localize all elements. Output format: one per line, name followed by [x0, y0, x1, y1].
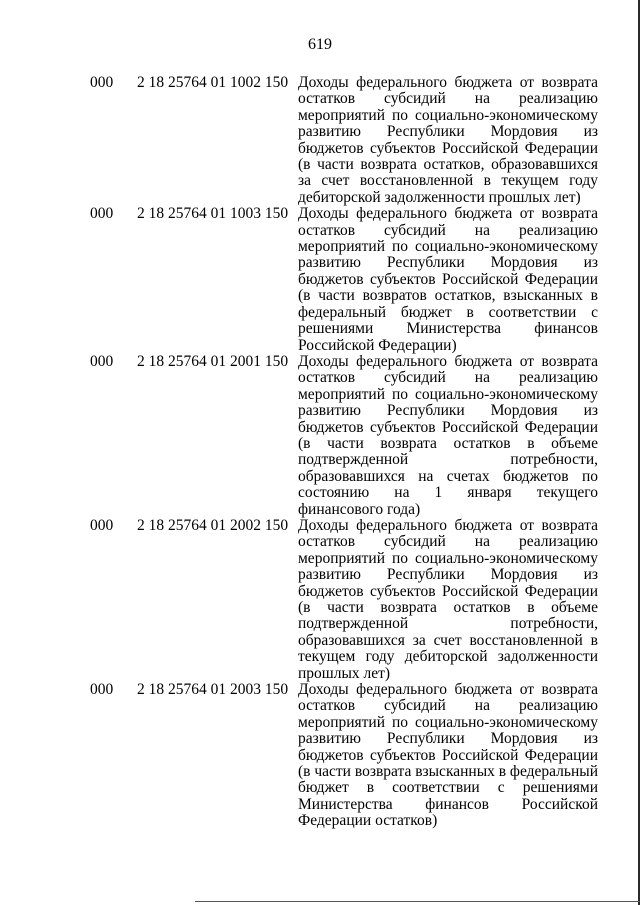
admin-code: 000	[90, 681, 114, 699]
admin-code: 000	[90, 352, 114, 370]
table-row	[0, 75, 640, 206]
income-description: Доходы федерального бюджета от возврата остатков субсидий на реализацию мероприятий по социально-экономическому развитию Республики Мордовия из бюджетов субъектов Российской Федерации (в части возврата остатков, образовавшихся за счет восстановленной в текущем году дебиторской задолженности прошлых лет)	[298, 74, 598, 206]
admin-code: 000	[90, 516, 114, 534]
table-row	[0, 518, 640, 682]
income-description: Доходы федерального бюджета от возврата остатков субсидий на реализацию мероприятий по социально-экономическому развитию Республики Мордовия из бюджетов субъектов Российской Федерации (в части возвратов остатков, взысканных в федеральный бюджет в соответствии с решениями Министерства финансов Российской Федерации)	[298, 205, 598, 354]
income-description: Доходы федерального бюджета от возврата остатков субсидий на реализацию мероприятий по социально-экономическому развитию Республики Мордовия из бюджетов субъектов Российской Федерации (в части возврата взысканных в федеральный бюджет в соответствии с решениями Министерства финансов Российской Федерации остатков)	[298, 681, 598, 830]
table-row	[0, 354, 640, 518]
table-row	[0, 682, 640, 830]
table-row	[0, 206, 640, 354]
admin-code: 000	[90, 74, 114, 91]
budget-classification-code: 2 18 25764 01 1003 150	[137, 205, 289, 223]
income-description: Доходы федерального бюджета от возврата остатков субсидий на реализацию мероприятий по социально-экономическому развитию Республики Мордовия из бюджетов субъектов Российской Федерации (в части возврата остатков в объеме подтвержденной потребности, образовавшихся за счет восстановленной в текущем году дебиторской задолженности прошлых лет)	[298, 516, 598, 682]
budget-classification-code: 2 18 25764 01 1002 150	[137, 74, 289, 91]
admin-code: 000	[90, 205, 114, 223]
income-description: Доходы федерального бюджета от возврата остатков субсидий на реализацию мероприятий по социально-экономическому развитию Республики Мордовия из бюджетов субъектов Российской Федерации (в части возврата остатков в объеме подтвержденной потребности, образовавшихся на счетах бюджетов по состоянию на 1 января текущего финансового года)	[298, 352, 598, 518]
budget-classification-code: 2 18 25764 01 2002 150	[137, 516, 289, 534]
budget-classification-code: 2 18 25764 01 2001 150	[137, 352, 289, 370]
scan-edge-bottom	[195, 901, 640, 902]
budget-code-table	[0, 75, 640, 830]
budget-classification-code: 2 18 25764 01 2003 150	[137, 681, 289, 699]
page-number: 619	[308, 36, 332, 53]
